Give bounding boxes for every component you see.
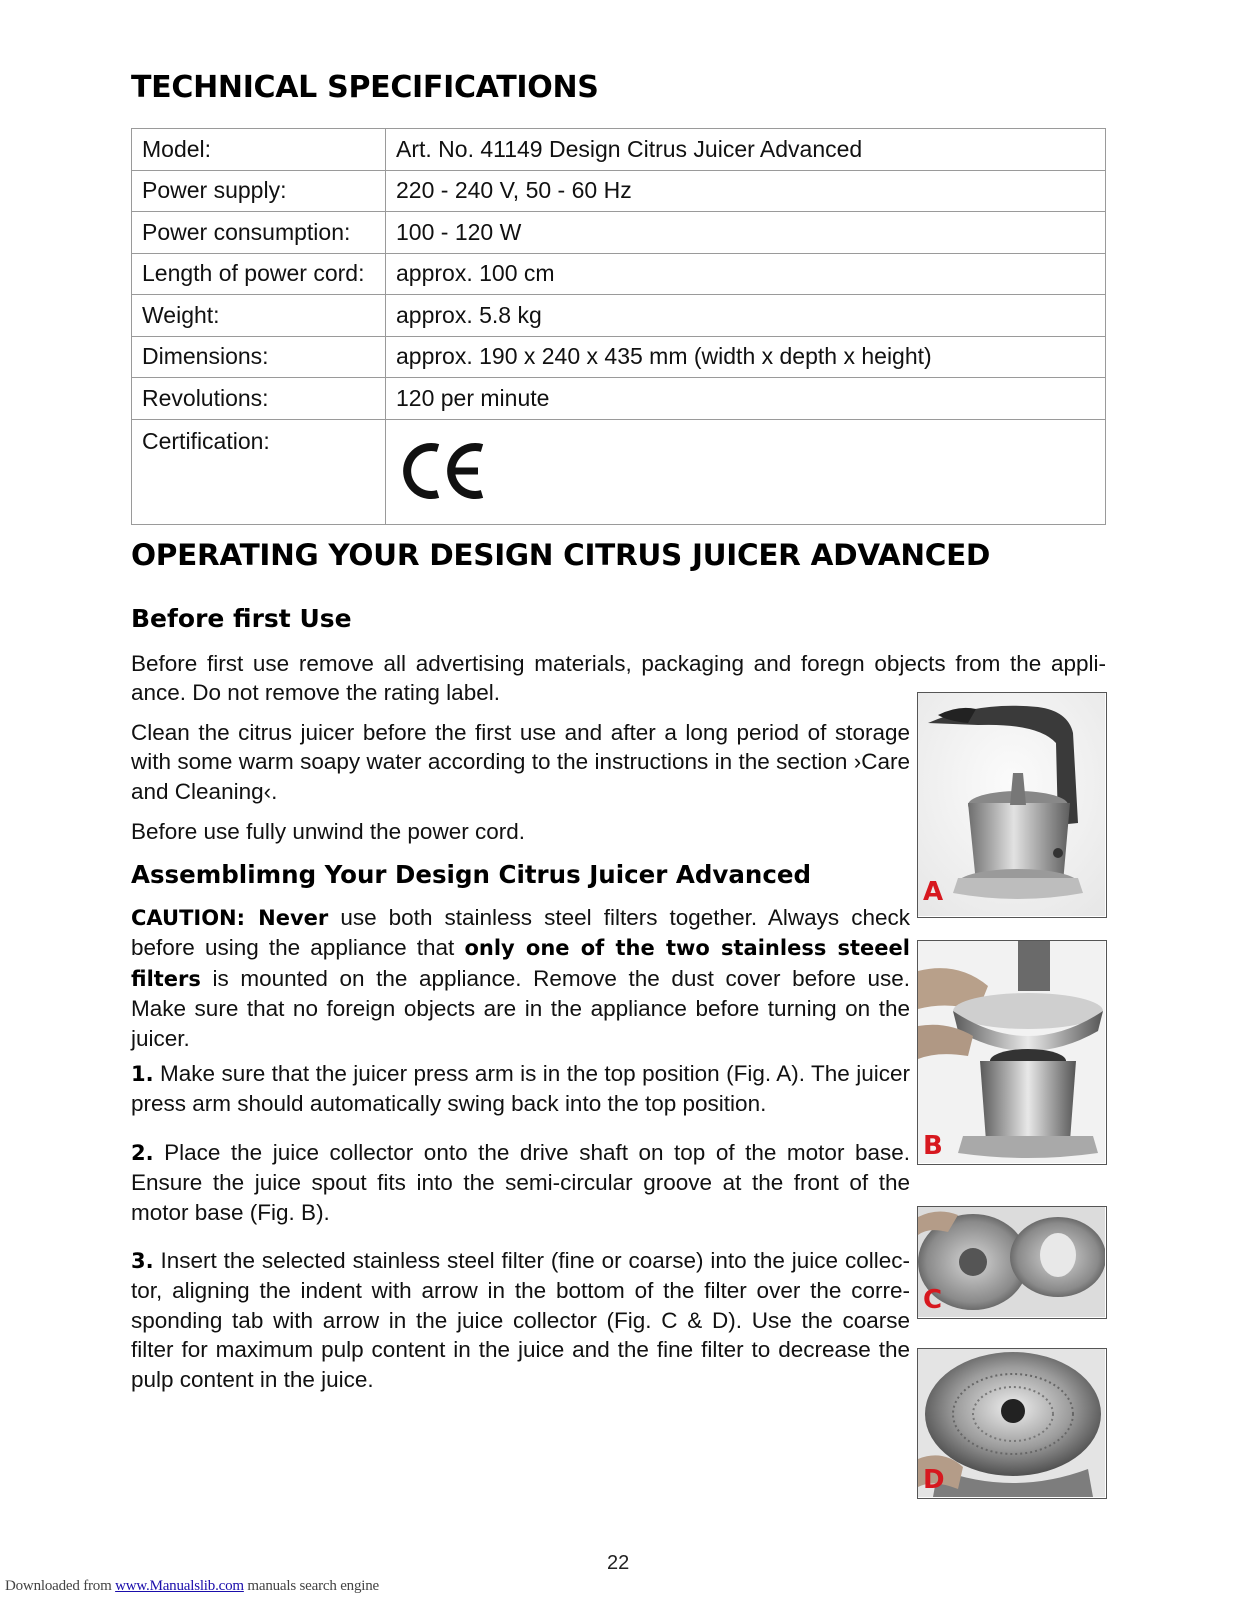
table-row xyxy=(132,295,1106,337)
figure-label: D xyxy=(923,1465,945,1495)
page-number: 22 xyxy=(607,1552,630,1574)
spec-label: Length of power cord: xyxy=(132,253,386,295)
spec-label: Weight: xyxy=(132,295,386,337)
paragraph: Before first use remove all advertising materials, packaging and foregn objects from the appli-ance. Do not remove the rating label. xyxy=(131,651,1106,706)
ce-mark-icon xyxy=(402,442,488,500)
figure-label: A xyxy=(923,877,944,907)
spec-value: approx. 190 x 240 x 435 mm (width x depth x height) xyxy=(386,336,1106,378)
figure-d xyxy=(917,1348,1107,1499)
table-row xyxy=(132,419,1106,524)
spec-label: Revolutions: xyxy=(132,378,386,420)
figure-b xyxy=(917,940,1107,1165)
subsection-title: Before first Use xyxy=(131,604,352,633)
spec-value xyxy=(386,419,1106,524)
section-title: OPERATING YOUR DESIGN CITRUS JUICER ADVANCED xyxy=(131,538,991,572)
filter-top-view-illustration xyxy=(918,1349,1105,1497)
table-row xyxy=(132,378,1106,420)
figure-c xyxy=(917,1206,1107,1319)
subsection-title: Assemblimng Your Design Citrus Juicer Advanced xyxy=(131,860,812,889)
spec-label: Power supply: xyxy=(132,170,386,212)
spec-value: Art. No. 41149 Design Citrus Juicer Advanced xyxy=(386,129,1106,171)
caution-emphasis: only one of the two stainless steeel filters xyxy=(131,936,910,991)
juice-collector-placement-illustration xyxy=(918,941,1105,1163)
table-row xyxy=(132,170,1106,212)
step-2: 2. Place the juice collector onto the drive shaft on top of the motor base. Ensure the juice spout fits into the semi-circular groove at the front of the motor base (Fig. B). xyxy=(131,1140,910,1225)
caution-label: CAUTION: Never xyxy=(131,906,329,930)
spec-label: Certification: xyxy=(132,419,386,524)
juicer-arm-up-illustration xyxy=(918,693,1105,916)
page-title: TECHNICAL SPECIFICATIONS xyxy=(131,70,599,105)
step-1: 1. Make sure that the juicer press arm is in the top position (Fig. A). The juicer press arm should automatically swing back into the top position. xyxy=(131,1061,910,1117)
table-row xyxy=(132,253,1106,295)
figure-a xyxy=(917,692,1107,918)
figure-label: B xyxy=(923,1131,943,1161)
spec-value: approx. 100 cm xyxy=(386,253,1106,295)
filter-insert-illustration xyxy=(918,1207,1105,1317)
spec-value: 220 - 240 V, 50 - 60 Hz xyxy=(386,170,1106,212)
table-row xyxy=(132,212,1106,254)
paragraph: Clean the citrus juicer before the first use and after a long period of storage with some warm soapy water according to the instructions in the section ›Care and Cleaning‹. xyxy=(131,720,910,804)
spec-table xyxy=(131,128,1106,525)
spec-value: approx. 5.8 kg xyxy=(386,295,1106,337)
footer: Downloaded from www.Manualslib.com manuals search engine xyxy=(5,1578,379,1594)
manualslib-link[interactable]: www.Manualslib.com xyxy=(115,1578,244,1594)
spec-value: 100 - 120 W xyxy=(386,212,1106,254)
spec-value: 120 per minute xyxy=(386,378,1106,420)
spec-label: Model: xyxy=(132,129,386,171)
figure-label: C xyxy=(923,1285,943,1315)
table-row xyxy=(132,336,1106,378)
caution-paragraph: CAUTION: Never use both stainless steel filters together. Always check before using the appliance that only one of the two stainless steeel filters is mounted on the appliance. Remove the dust cover before use. Make sure that no foreign objects are in the appliance before turning on the juicer. xyxy=(131,905,910,1051)
step-3: 3. Insert the selected stainless steel filter (fine or coarse) into the juice collec-tor, aligning the indent with arrow in the bottom of the filter over the corre-sponding tab with arrow in the juice collector (Fig. C & D). Use the coarse filter for maximum pulp content in the juice and the fine filter to decrease the pulp content in the juice. xyxy=(131,1248,910,1392)
paragraph: Before use fully unwind the power cord. xyxy=(131,819,525,844)
spec-label: Dimensions: xyxy=(132,336,386,378)
spec-label: Power consumption: xyxy=(132,212,386,254)
table-row xyxy=(132,129,1106,171)
